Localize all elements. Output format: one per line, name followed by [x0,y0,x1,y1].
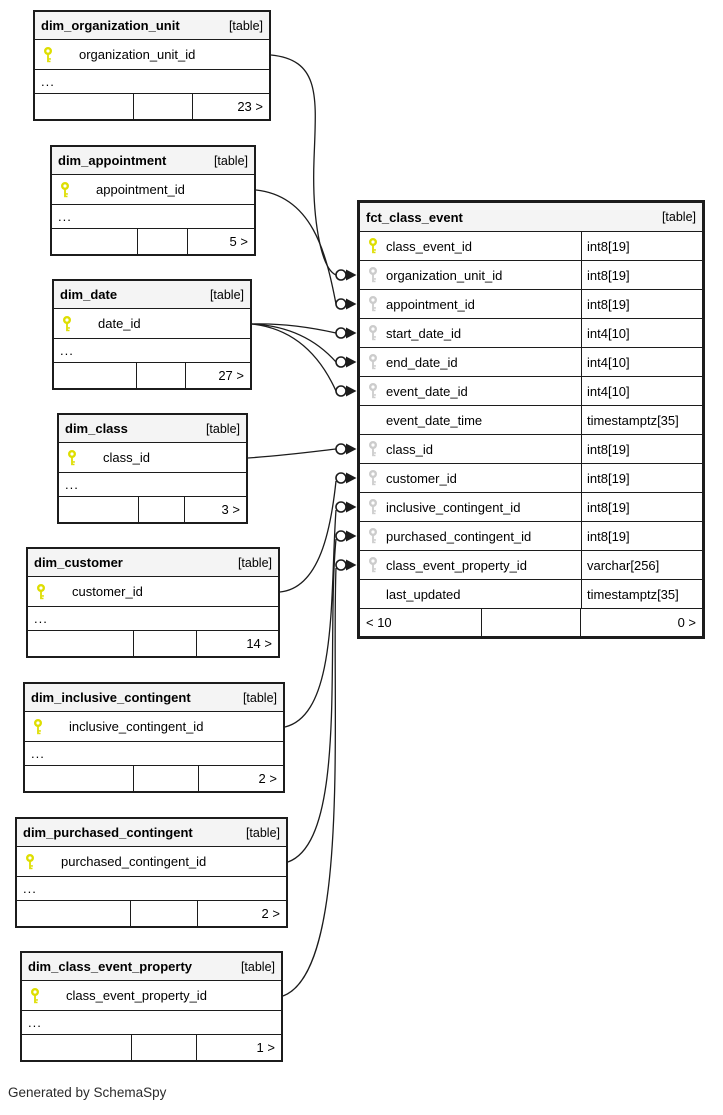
column-name[interactable]: appointment_id [386,296,475,312]
column-type: varchar[256] [581,551,702,579]
primary-key-icon [60,182,70,198]
edge-dim_class_event_property [283,568,336,996]
table-header [35,12,269,40]
column-row[interactable] [28,577,278,607]
column-name[interactable]: organization_unit_id [79,47,196,62]
child-count[interactable]: 27 > [185,363,250,388]
foreign-key-icon [368,441,378,457]
column-row[interactable] [360,464,702,493]
column-type: int4[10] [581,377,702,405]
primary-key-icon [30,988,40,1004]
edge-dim_date-start_date_id [252,324,336,333]
column-name[interactable]: class_event_property_id [66,988,207,1003]
footer-cell [133,631,196,656]
child-count[interactable]: 5 > [187,229,254,254]
primary-key-icon [62,316,72,332]
footer-cell [138,497,185,522]
table-header [25,684,283,712]
column-type: int4[10] [581,319,702,347]
column-name[interactable]: class_event_property_id [386,557,527,573]
table-footer [59,497,246,522]
table-name[interactable]: dim_class [65,421,128,436]
ellipsis-row: ... [17,877,286,901]
primary-key-icon [36,584,46,600]
table-footer [22,1035,281,1060]
ellipsis-row: ... [25,742,283,766]
edge-dim_class [248,449,336,458]
footer-cell [137,229,188,254]
table-dim_class[interactable] [57,413,248,524]
primary-key-icon [67,450,77,466]
column-name[interactable]: class_id [103,450,150,465]
table-footer [28,631,278,656]
footer-cell [133,94,192,119]
table-fct_class_event[interactable] [357,200,705,639]
footer-cell [35,94,133,119]
column-name[interactable]: event_date_time [386,412,483,428]
column-row[interactable] [17,847,286,877]
column-name[interactable]: inclusive_contingent_id [386,499,521,515]
column-row[interactable] [360,522,702,551]
footer-cell [481,609,580,636]
table-dim_date[interactable] [52,279,252,390]
child-count[interactable]: 23 > [192,94,269,119]
table-name[interactable]: dim_customer [34,555,123,570]
table-name[interactable]: dim_appointment [58,153,167,168]
edge-dim_date-event_date_id [252,324,336,391]
primary-key-icon [33,719,43,735]
table-header [28,549,278,577]
foreign-key-icon [368,383,378,399]
table-type-badge: [table] [240,959,275,974]
edge-dim_customer [280,481,336,592]
column-name[interactable]: organization_unit_id [386,267,503,283]
column-row[interactable] [360,348,702,377]
foreign-key-icon [368,499,378,515]
edge-dim_organization_unit [271,55,336,275]
table-footer [52,229,254,254]
column-type: timestamptz[35] [581,580,702,608]
ellipsis-row: ... [59,473,246,497]
ellipsis-row: ... [22,1011,281,1035]
column-name[interactable]: customer_id [72,584,143,599]
foreign-key-icon [368,557,378,573]
column-name[interactable]: appointment_id [96,182,185,197]
generator-credit: Generated by SchemaSpy [8,1085,167,1100]
footer-cell [17,901,130,926]
column-type: timestamptz[35] [581,406,702,434]
edge-dim_appointment [256,190,336,304]
column-name[interactable]: purchased_contingent_id [61,854,207,869]
table-header [360,203,702,232]
footer-cell [131,1035,196,1060]
child-count[interactable]: 1 > [196,1035,281,1060]
column-row[interactable] [52,175,254,205]
column-row[interactable] [54,309,250,339]
column-row[interactable] [22,981,281,1011]
column-row[interactable] [360,319,702,348]
table-name[interactable]: dim_date [60,287,118,302]
table-footer [17,901,286,926]
foreign-key-icon [368,354,378,370]
table-type-badge: [table] [242,690,277,705]
table-header [22,953,281,981]
column-type: int8[19] [581,261,702,289]
primary-key-icon [368,238,378,254]
column-type: int8[19] [581,290,702,318]
footer-cell [130,901,197,926]
primary-key-icon [25,854,35,870]
child-count[interactable]: 0 > [580,609,702,636]
column-name[interactable]: class_event_id [386,238,472,254]
table-dim_inclusive_contingent[interactable] [23,682,285,793]
edge-end-circles [336,270,346,570]
column-name[interactable]: date_id [98,316,141,331]
edge-dim_purchased_contingent [288,539,336,862]
table-dim_class_event_property[interactable] [20,951,283,1062]
table-name[interactable]: dim_class_event_property [28,959,193,974]
column-type: int8[19] [581,493,702,521]
footer-cell [133,766,198,791]
ellipsis-row: ... [52,205,254,229]
table-type-badge: [table] [209,287,244,302]
footer-cell [54,363,136,388]
column-row[interactable] [59,443,246,473]
column-row[interactable] [35,40,269,70]
column-type: int8[19] [581,464,702,492]
column-row[interactable] [360,580,702,609]
foreign-key-icon [368,325,378,341]
table-header [59,415,246,443]
column-row[interactable] [360,290,702,319]
table-dim_organization_unit[interactable] [33,10,271,121]
column-row[interactable] [360,406,702,435]
column-row[interactable] [25,712,283,742]
column-name[interactable]: start_date_id [386,325,462,341]
parent-count[interactable]: < 10 [366,614,392,630]
footer-cell [22,1035,131,1060]
column-row[interactable] [360,493,702,522]
table-footer [54,363,250,388]
column-name[interactable]: purchased_contingent_id [386,528,532,544]
edge-dim_inclusive_contingent [285,510,336,727]
column-type: int8[19] [581,232,702,260]
footer-cell [28,631,133,656]
edge-arrowheads [346,270,357,571]
edge-dim_date-end_date_id [252,324,336,362]
column-row[interactable] [360,551,702,580]
table-dim_appointment[interactable] [50,145,256,256]
column-name[interactable]: customer_id [386,470,457,486]
table-name[interactable]: dim_inclusive_contingent [31,690,191,705]
ellipsis-row: ... [28,607,278,631]
table-type-badge: [table] [661,210,696,224]
column-row[interactable] [360,232,702,261]
column-name[interactable]: inclusive_contingent_id [69,719,204,734]
table-header [54,281,250,309]
column-row[interactable] [360,261,702,290]
column-name[interactable]: last_updated [386,586,461,602]
table-type-badge: [table] [228,18,263,33]
table-dim_customer[interactable] [26,547,280,658]
table-type-badge: [table] [245,825,280,840]
ellipsis-row: ... [54,339,250,363]
foreign-key-icon [368,267,378,283]
table-dim_purchased_contingent[interactable] [15,817,288,928]
footer-cell [25,766,133,791]
table-header [52,147,254,175]
table-footer [360,609,702,636]
column-row[interactable] [360,377,702,406]
table-name[interactable]: dim_purchased_contingent [23,825,193,840]
table-header [17,819,286,847]
primary-key-icon [43,47,53,63]
column-name[interactable]: class_id [386,441,433,457]
table-type-badge: [table] [237,555,272,570]
child-count[interactable]: 2 > [197,901,286,926]
table-type-badge: [table] [205,421,240,436]
footer-cell [59,497,138,522]
table-name[interactable]: dim_organization_unit [41,18,180,33]
ellipsis-row: ... [35,70,269,94]
foreign-key-icon [368,470,378,486]
table-footer [35,94,269,119]
table-footer [25,766,283,791]
column-name[interactable]: end_date_id [386,354,458,370]
child-count[interactable]: 3 > [184,497,246,522]
child-count[interactable]: 2 > [198,766,283,791]
foreign-key-icon [368,296,378,312]
column-type: int8[19] [581,435,702,463]
table-type-badge: [table] [213,153,248,168]
table-name[interactable]: fct_class_event [366,209,463,225]
child-count[interactable]: 14 > [196,631,279,656]
foreign-key-icon [368,528,378,544]
column-name[interactable]: event_date_id [386,383,468,399]
footer-cell [52,229,137,254]
column-type: int8[19] [581,522,702,550]
footer-cell [136,363,185,388]
column-row[interactable] [360,435,702,464]
column-type: int4[10] [581,348,702,376]
